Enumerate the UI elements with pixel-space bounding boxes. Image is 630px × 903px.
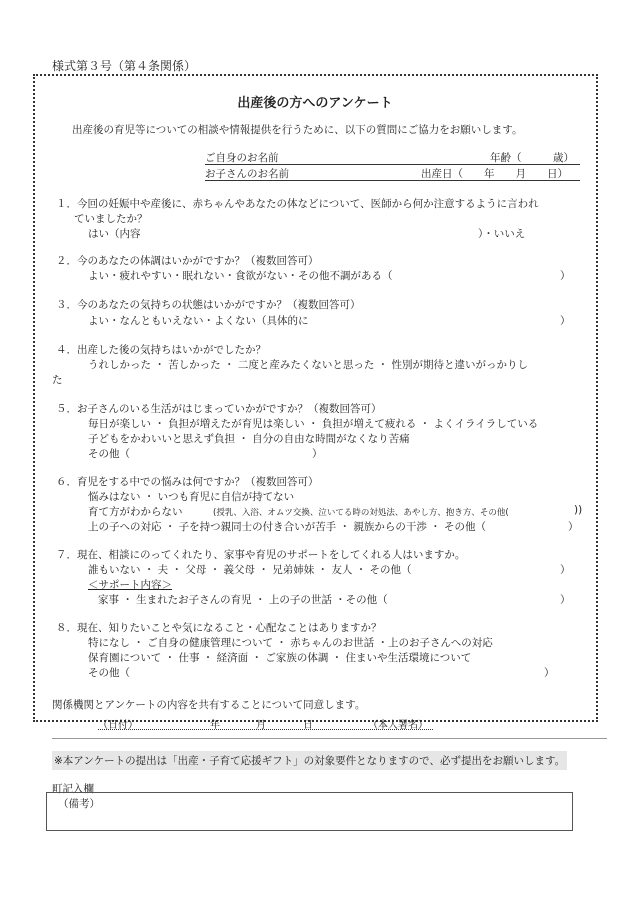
q8-options-line2[interactable]: 保育園について ・ 仕事 ・ 経済面 ・ ご家族の体調 ・ 住まいや生活環境について: [88, 652, 472, 664]
q8-options-line1[interactable]: 特になし ・ ご自身の健康管理について ・ 赤ちゃんのお世話 ・上のお子さんへの対応: [88, 637, 493, 649]
remarks-box[interactable]: [46, 792, 573, 831]
q7-options-line2[interactable]: 家事 ・ 生まれたお子さんの育児 ・ 上の子の世話 ・その他（: [98, 594, 388, 606]
q8-other[interactable]: その他（: [88, 667, 130, 679]
question-1-cont: ていましたか？: [74, 213, 148, 225]
question-3: ３．今のあなたの気持ちの状態はいかがですか？（複数回答可）: [56, 299, 361, 311]
q7-support-heading: ＜サポート内容＞: [88, 579, 172, 591]
q4-options[interactable]: うれしかった ・ 苦しかった ・ 二度と産みたくないと思った ・ 性別が期待と違いがっかりし: [88, 359, 529, 371]
name-field[interactable]: [205, 164, 580, 165]
month-label: 月: [256, 720, 266, 731]
question-6: ６．育児をする中での悩みは何ですか？（複数回答可）: [56, 476, 319, 488]
town-section-label: 町記入欄: [52, 783, 94, 795]
consent-text: 関係機関とアンケートの内容を共有することについて同意します。: [52, 699, 366, 711]
q2-close: ）: [560, 270, 571, 282]
q3-close: ）: [560, 315, 571, 327]
q6-options-line3[interactable]: 上の子への対応 ・ 子を持つ親同士の付き合いが苦手 ・ 親族からの干渉 ・ その他（: [88, 521, 487, 533]
signature-label: （本人署名）: [368, 720, 428, 731]
q6-option-parenting[interactable]: 育て方がわからない: [88, 506, 183, 518]
q1-option-yes[interactable]: はい（内容: [88, 228, 141, 240]
question-1: １．今回の妊娠中や産後に、赤ちゃんやあなたの体などについて、医師から何か注意するように言われ: [56, 198, 539, 210]
q2-options[interactable]: よい・疲れやすい・眠れない・食欲がない・その他不調がある（: [88, 270, 393, 282]
question-2: ２．今のあなたの体調はいかがですか？（複数回答可）: [56, 255, 319, 267]
q6-parenting-close: )): [574, 504, 583, 516]
q3-options[interactable]: よい・なんともいえない・よくない（具体的に: [88, 315, 309, 327]
signature-field[interactable]: [98, 729, 433, 730]
date-label: （日付）: [98, 720, 138, 731]
remarks-label: （備考）: [58, 798, 100, 810]
intro-text: 出産後の育児等についての相談や情報提供を行うために、以下の質問にご協力をお願いします。: [72, 124, 523, 136]
submission-notice: ※本アンケートの提出は「出産・子育て応援ギフト」の対象要件となりますので、必ず提出をお願いします。: [52, 751, 567, 770]
question-4: ４．出産した後の気持ちはいかがでしたか？: [56, 344, 266, 356]
question-8: ８．現在、知りたいことや気になること・心配なことはありますか？: [56, 622, 382, 634]
divider: [52, 738, 607, 739]
age-label: 年齢（ 歳）: [490, 152, 574, 164]
question-7: ７．現在、相談にのってくれたり、家事や育児のサポートをしてくれる人はいますか。: [56, 549, 466, 561]
page-title: 出産後の方へのアンケート: [237, 96, 393, 111]
child-name-field[interactable]: [205, 180, 580, 181]
birth-date-label: 出産日（ 年 月 日）: [421, 168, 568, 180]
q7-close1: ）: [560, 564, 571, 576]
year-label: 年: [210, 720, 220, 731]
q8-close: ）: [544, 667, 555, 679]
day-label: 日: [303, 720, 313, 731]
q7-close2: ）: [560, 594, 571, 606]
q6-parenting-detail: (授乳、入浴、オムツ交換、泣いてる時の対処法、あやし方、抱き方、その他(: [213, 508, 509, 518]
q7-options-line1[interactable]: 誰もいない ・ 夫 ・ 父母 ・ 義父母 ・ 兄弟姉妹 ・ 友人 ・ その他（: [88, 564, 412, 576]
q1-option-no[interactable]: ）・いいえ: [478, 228, 526, 240]
q5-other[interactable]: その他（: [88, 448, 130, 460]
q6-close: ）: [568, 521, 579, 533]
question-5: ５．お子さんのいる生活がはじまっていかがですか？（複数回答可）: [56, 403, 382, 415]
form-number: 様式第３号（第４条関係）: [52, 59, 197, 73]
name-label: ご自身のお名前: [205, 152, 279, 164]
q6-options-line1[interactable]: 悩みはない ・ いつも育児に自信が持てない: [88, 491, 295, 503]
child-name-label: お子さんのお名前: [205, 168, 289, 180]
q5-options-line2[interactable]: 子どもをかわいいと思えず負担 ・ 自分の自由な時間がなくなり苦痛: [88, 433, 410, 445]
q4-options-cont: た: [52, 374, 63, 386]
q5-options-line1[interactable]: 毎日が楽しい ・ 負担が増えたが育児は楽しい ・ 負担が増えて疲れる ・ よくイライラしている: [88, 418, 539, 430]
q5-close: ）: [312, 448, 323, 460]
